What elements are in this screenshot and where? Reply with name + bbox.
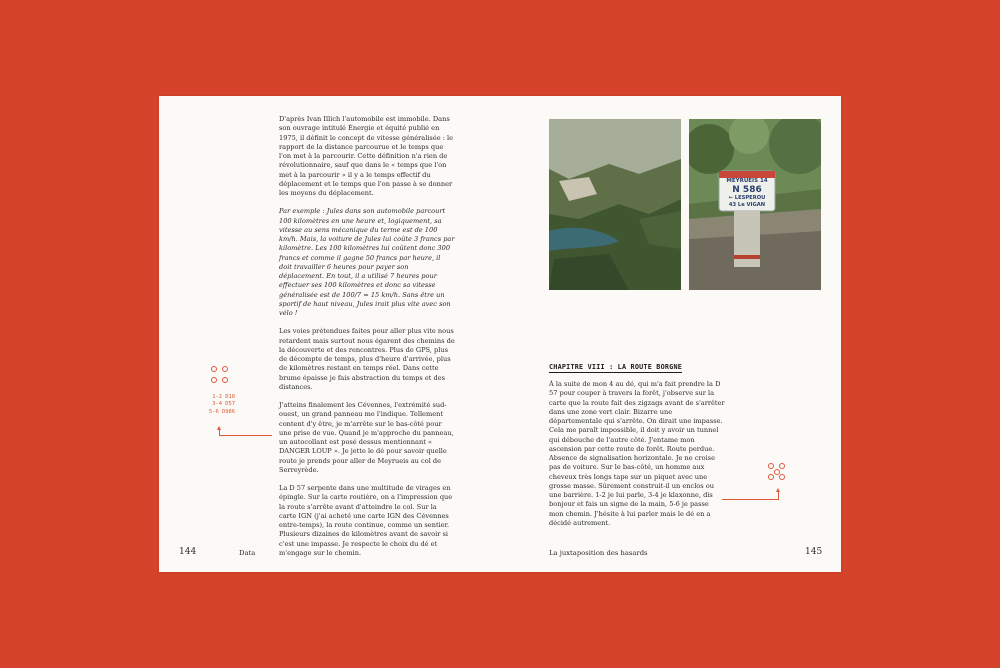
paragraph bbox=[279, 207, 455, 318]
dice-choices-note bbox=[189, 394, 235, 416]
paragraph-text: Les voies prétendues faites pour aller plus vite nous retardent mais surtout nous égarent des chemins de la découverte et des rencontres. Plus de GPS, plus de décompte de temps, plus d'heure d'arrivée, plus de kilomètres restant en temps réel. Dans cette brume épaisse je fais abstraction du temps et des distances. bbox=[279, 327, 455, 391]
gorge-photo bbox=[549, 119, 681, 290]
paragraph bbox=[279, 327, 455, 392]
paragraph bbox=[279, 484, 455, 558]
arrow-line bbox=[722, 499, 778, 500]
road-sign-photo bbox=[689, 119, 821, 290]
sign-line: 43 Le VIGAN bbox=[728, 202, 766, 208]
left-body-text bbox=[279, 115, 455, 567]
right-body-text bbox=[549, 380, 725, 537]
arrow-line bbox=[219, 435, 272, 436]
dice-four-icon bbox=[211, 366, 231, 386]
arrow-tip-icon bbox=[217, 426, 221, 430]
arrow-line bbox=[778, 492, 779, 500]
gorge-landscape-image bbox=[549, 119, 681, 290]
page-number: 145 bbox=[805, 547, 823, 557]
paragraph bbox=[279, 401, 455, 475]
page-number: 144 bbox=[179, 547, 197, 557]
note-line: 5-6 D986 bbox=[209, 408, 235, 415]
paragraph-text: J'atteins finalement les Cévennes, l'extrémité sud-ouest, un grand panneau me l'indique. Tellement content d'y être, je m'arrête sur le bas-côté pour une prise de vue. Quand je m'approche du panneau, un autocollant est posé dessus mentionnant « DANGER LOUP ». Je jette le dé pour savoir quelle route je prends pour aller de Meyrueis au col de Serreyrède. bbox=[279, 401, 454, 474]
sign-line: N 586 bbox=[732, 185, 762, 195]
paragraph-text: À la suite de mon 4 au dé, qui m'a fait prendre la D 57 pour couper à travers la forêt, j'observe sur la carte que la route fait des zigzags avant de s'arrêter dans une zone vert clair. Bizarre une départementale qui s'arrête. On dirait une impasse. Cela me paraît impossible, il doit y avoir un tunnel qui débouche de l'autre côté. J'entame mon ascension par cette route de forêt. Route perdue. Absence de signalisation horizontale. Je ne croise pas de voiture. Sur le bas-côté, un homme aux cheveux très longs tape sur un piquet avec une grosse masse. Sûrement construit-il un enclos ou une barrière. 1-2 je lui parle, 3-4 je klaxonne, dis bonjour et fais un signe de la main, 5-6 je passe mon chemin. J'hésite à lui parler mais le dé en a décidé autrement. bbox=[549, 380, 725, 527]
running-head: Data bbox=[239, 549, 256, 557]
book-spread bbox=[159, 96, 841, 572]
arrow-tip-icon bbox=[776, 488, 780, 492]
note-line: 1-2 D18 bbox=[212, 394, 235, 400]
road-sign-text bbox=[719, 178, 775, 208]
running-head: La juxtaposition des hasards bbox=[549, 549, 648, 557]
sign-line: MEYRUEIS 14 bbox=[726, 178, 768, 184]
paragraph-text: Par exemple : Jules dans son automobile parcourt 100 kilomètres en une heure et, logiquement, sa vitesse au sens mécanique du terme est de 100 km/h. Mais, la voiture de Jules lui coûte 3 francs par kilomètre. Les 100 kilomètres lui coûtent donc 300 francs et comme il gagne 50 francs par heure, il doit travailler 6 heures pour payer son déplacement. En tout, il a utilisé 7 heures pour effectuer ses 100 kilomètres et donc sa vitesse généralisée est de 100/7 = 15 km/h. Sans être un sportif de haut niveau, Jules irait plus vite avec son vélo ! bbox=[279, 207, 455, 317]
left-page bbox=[159, 96, 500, 572]
paragraph-text: D'après Ivan Illich l'automobile est immobile. Dans son ouvrage intitulé Énergie et équité publié en 1975, il définit le concept de vitesse généralisée : le rapport de la distance parcourue et le temps que l'on met à la parcourir. Cette définition n'a rien de révolutionnaire, sauf que dans le « temps que l'on met à la parcourir » il y a le temps effectif du déplacement et le temps que l'on passe à se donner les moyens du déplacement. bbox=[279, 115, 454, 197]
note-line: 3-4 D57 bbox=[212, 401, 235, 408]
dice-five-icon bbox=[768, 463, 788, 483]
right-page bbox=[500, 96, 841, 572]
sign-line: ← LESPEROU bbox=[728, 195, 766, 201]
paragraph bbox=[279, 115, 455, 198]
paragraph-text: La D 57 serpente dans une multitude de virages en épingle. Sur la carte routière, on a l'impression que la route s'arrête avant d'atteindre le col. Sur la carte IGN (j'ai acheté une carte IGN des Cévennes entre-temps), la route continue, comme un sentier. Plusieurs dizaines de kilomètres avant de savoir si c'est une impasse. Je respecte le choix du dé et m'engage sur le chemin. bbox=[279, 484, 453, 557]
chapter-title: CHAPITRE VIII : LA ROUTE BORGNE bbox=[549, 363, 683, 371]
paragraph bbox=[549, 380, 725, 528]
